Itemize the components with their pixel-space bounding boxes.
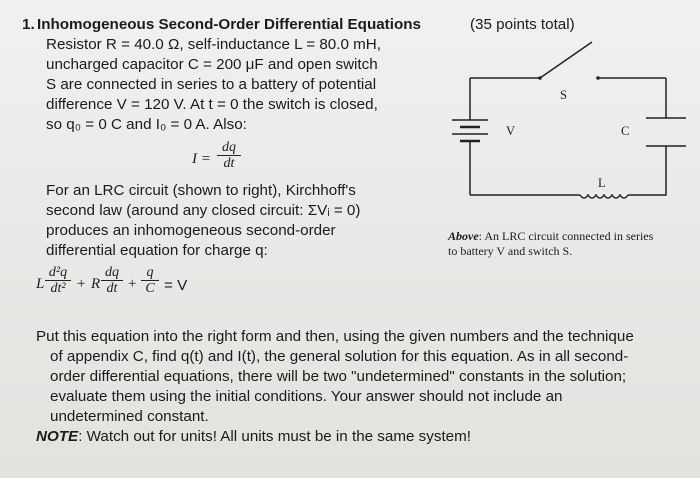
eq-plus: + <box>77 276 86 292</box>
fraction-numerator: dq <box>217 140 241 156</box>
kirchhoff-line: For an LRC circuit (shown to right), Kirchhoff's <box>46 182 356 199</box>
eq-L: L <box>36 276 45 292</box>
instructions-line: evaluate them using the initial conditions. Your answer should not include an <box>50 388 563 405</box>
intro-line: uncharged capacitor C = 200 μF and open switch <box>46 56 378 73</box>
intro-line: Resistor R = 40.0 Ω, self-inductance L = 80.0 mH, <box>46 36 381 53</box>
instructions-line: undetermined constant. <box>50 408 209 425</box>
problem-points: (35 points total) <box>470 16 575 33</box>
kirchhoff-line: produces an inhomogeneous second-order <box>46 222 336 239</box>
label-switch: S <box>560 88 567 102</box>
wire-right-lower <box>628 146 666 195</box>
fraction-denominator: dt² <box>50 281 66 296</box>
fraction-denominator: dt <box>106 281 118 296</box>
eq-R: R <box>91 276 101 292</box>
note-label: NOTE <box>36 428 79 445</box>
fraction-denominator: dt <box>223 156 235 171</box>
problem-number: 1. <box>22 16 35 33</box>
problem-title: Inhomogeneous Second-Order Differential Equations <box>37 16 421 33</box>
note-text: : Watch out for units! All units must be in the same system! <box>78 428 471 445</box>
eq-plus: + <box>128 276 137 292</box>
eq-rhs: = V <box>164 277 188 294</box>
switch-contact <box>596 76 600 80</box>
diagram-caption-line2: to battery V and switch S. <box>448 244 573 258</box>
kirchhoff-line: second law (around any closed circuit: ΣVᵢ = 0) <box>46 202 361 219</box>
fraction-numerator: q <box>141 265 159 281</box>
intro-line: S are connected in series to a battery of potential <box>46 76 377 93</box>
current-lhs: I = <box>192 151 211 167</box>
fraction-numerator: dq <box>101 265 123 281</box>
fraction-denominator: C <box>145 281 155 296</box>
intro-line: difference V = 120 V. At t = 0 the switch is closed, <box>46 96 378 113</box>
diagram-caption-line1 <box>448 229 653 244</box>
instructions-line: order differential equations, there will be two "undetermined" constants in the solution; <box>50 368 627 385</box>
capacitor-symbol <box>646 118 686 146</box>
fraction-numerator: d²q <box>45 265 71 281</box>
intro-line: so q₀ = 0 C and I₀ = 0 A. Also: <box>46 116 247 133</box>
instructions-line: Put this equation into the right form and then, using the given numbers and the technique <box>36 328 634 345</box>
switch-blade <box>540 42 592 78</box>
battery-symbol <box>452 120 488 141</box>
label-capacitor: C <box>621 124 630 138</box>
caption-above: Above <box>448 229 479 243</box>
caption-rest: : An LRC circuit connected in series <box>478 229 654 243</box>
kirchhoff-line: differential equation for charge q: <box>46 242 268 259</box>
instructions-line: of appendix C, find q(t) and I(t), the general solution for this equation. As in all second- <box>50 348 629 365</box>
inductor-coil <box>580 195 628 198</box>
switch-contact <box>538 76 542 80</box>
label-battery: V <box>506 124 516 138</box>
label-inductor: L <box>598 176 606 190</box>
